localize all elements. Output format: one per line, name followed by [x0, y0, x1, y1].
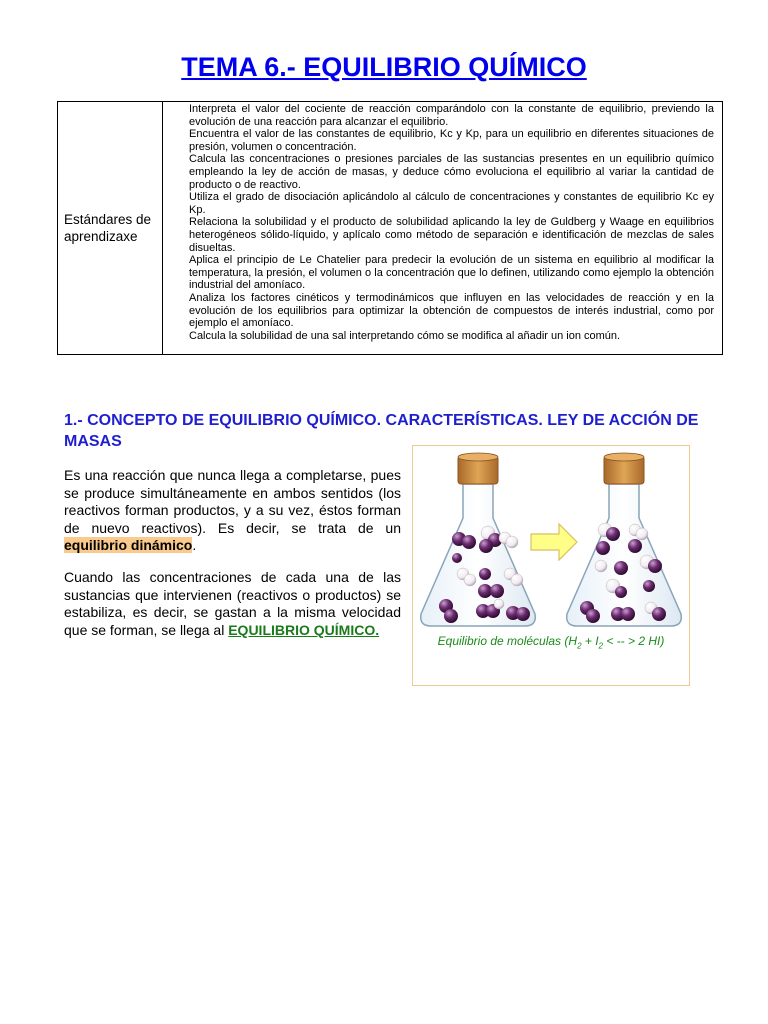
- figure-box: [412, 445, 690, 686]
- intro-paragraph: [64, 467, 401, 555]
- page-title: TEMA 6.- EQUILIBRIO QUÍMICO: [181, 52, 587, 82]
- standard-item: Aplica el principio de Le Chatelier para predecir la evolución de un sistema en equilibrio al modificar la temperatura, la presión, el volumen o la concentración que lo definen, utilizando como ejemplo la obtención industrial del amoníaco.: [189, 254, 714, 292]
- standard-item: Interpreta el valor del cociente de reacción comparándolo con la constante de equilibrio, previendo la evolución de una reacción para alcanzar el equilibrio.: [189, 103, 714, 128]
- dynamic-equilibrium-highlight: equilibrio dinámico: [64, 537, 193, 553]
- standards-table: [57, 101, 723, 355]
- caption-mid: + I: [581, 634, 599, 648]
- standard-item: Analiza los factores cinéticos y termodinámicos que influyen en las velocidades de reacción y en la evolución de los equilibrios para optimizar la obtención de compuestos de interés industrial, como por ejemplo el amoníaco.: [189, 291, 714, 330]
- caption-prefix: Equilibrio de moléculas (H: [437, 634, 578, 648]
- flasks-illustration: [413, 446, 689, 631]
- intro-end: .: [192, 537, 197, 553]
- arrow-right-icon: [531, 524, 577, 560]
- chemical-equilibrium-link[interactable]: EQUILIBRIO QUÍMICO.: [228, 621, 380, 638]
- flask-right: [567, 453, 682, 626]
- standard-item: Utiliza el grado de disociación aplicándolo al cálculo de concentraciones y constantes de equilibrio Kc ey Kp.: [189, 191, 714, 216]
- caption-subscript-1: 2: [577, 641, 582, 651]
- figure-caption: [413, 634, 689, 650]
- caption-suffix: < -- > 2 HI): [602, 634, 665, 648]
- caption-subscript-2: 2: [598, 641, 603, 651]
- equilibrium-paragraph: [64, 569, 401, 639]
- intro-text: Es una reacción que nunca llega a completarse, pues se produce simultáneamente en ambos sentidos (los reactivos forman productos, y a su vez, éstos forman de nuevo reactivos). Es decir, se trata de un: [64, 467, 401, 536]
- equilibrium-text: Cuando las concentraciones de cada una de las sustancias que intervienen (reactivos o productos) se estabiliza, es decir, se gastan a la misma velocidad que se forman, se llega al: [64, 569, 401, 638]
- standard-item: Calcula las concentraciones o presiones parciales de las sustancias presentes en un equilibrio químico empleando la ley de acción de masas, y deduce cómo evoluciona el equilibrio al variar la cantidad de producto o de reactivo.: [189, 153, 714, 191]
- standards-list: [189, 103, 714, 342]
- standards-label: Estándares de aprendizaxe: [58, 102, 163, 355]
- standard-item: Relaciona la solubilidad y el producto de solubilidad aplicando la ley de Guldberg y Waage en equilibrios heterogéneos sólido-líquido, y aplícalo como método de separación e identificación de mezclas de sales disueltas.: [189, 216, 714, 254]
- standard-item: Encuentra el valor de las constantes de equilibrio, Kc y Kp, para un equilibrio en diferentes situaciones de presión, volumen o concentración.: [189, 128, 714, 153]
- flask-left: [421, 453, 536, 626]
- standards-items-cell: [163, 102, 723, 355]
- section-heading: 1.- CONCEPTO DE EQUILIBRIO QUÍMICO. CARACTERÍSTICAS. LEY DE ACCIÓN DE MASAS: [64, 412, 699, 450]
- standard-item: Calcula la solubilidad de una sal interpretando cómo se modifica al añadir un ion común.: [189, 329, 621, 342]
